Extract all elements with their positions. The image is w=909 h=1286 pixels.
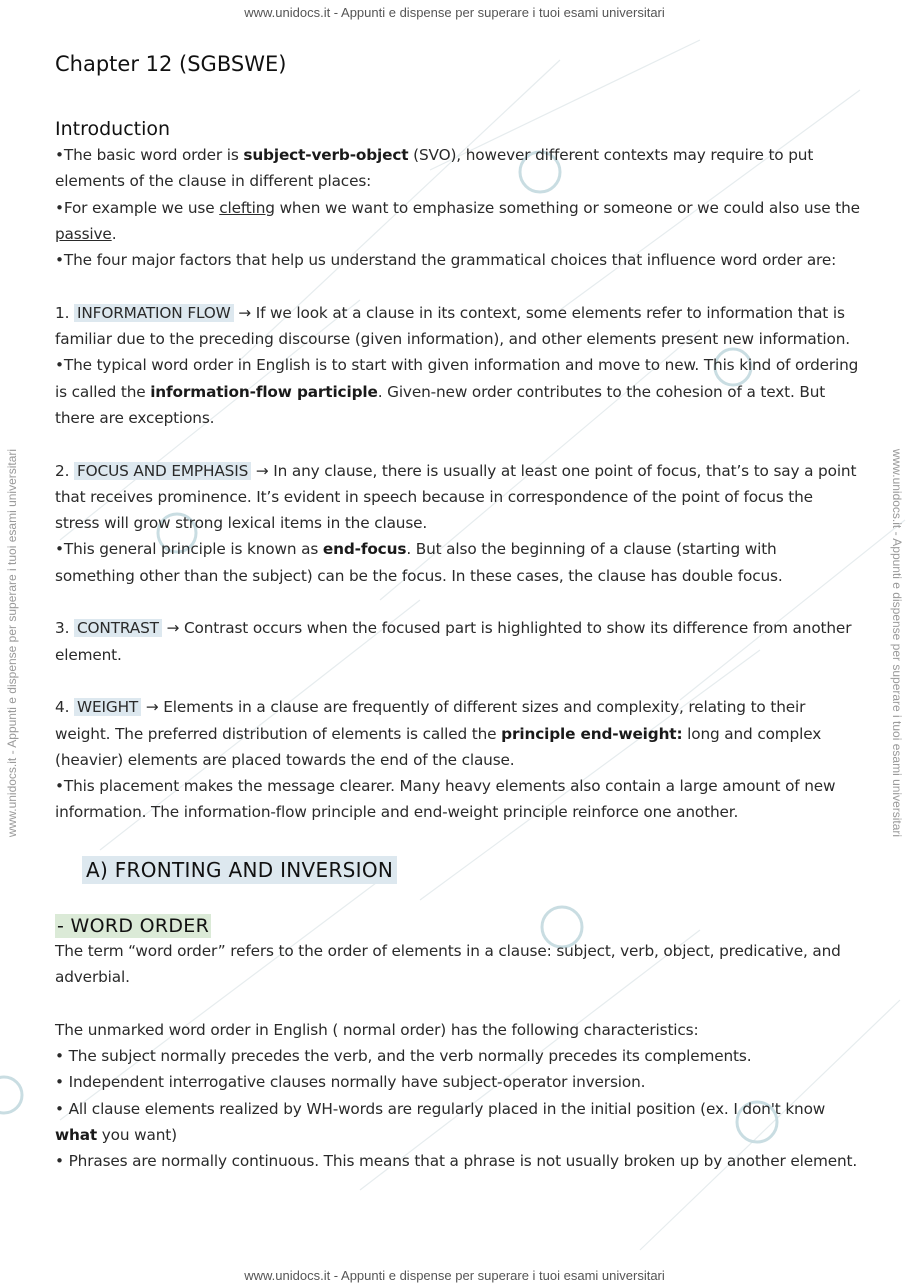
passive-term: passive [55, 224, 112, 243]
factor-information-flow: 1. INFORMATION FLOW → If we look at a clause in its context, some elements refer to information that is familiar due to the preceding discourse (given information), and other elements present new information. [55, 303, 850, 349]
factor-label: FOCUS AND EMPHASIS [74, 462, 251, 480]
document-body [55, 52, 860, 1174]
list-item: • Phrases are normally continuous. This means that a phrase is not usually broken up by another element. [55, 1152, 858, 1171]
list-item: • All clause elements realized by WH-words are regularly placed in the initial position (ex. I don't know what you want) [55, 1099, 826, 1144]
factor-focus-emphasis-bullet: •This general principle is known as end-focus. But also the beginning of a clause (starting with something other than the subject) can be the focus. In these cases, the clause has double focus. [55, 540, 783, 585]
factor-label: INFORMATION FLOW [74, 304, 234, 322]
factor-focus-emphasis: 2. FOCUS AND EMPHASIS → In any clause, there is usually at least one point of focus, that’s to say a point that receives prominence. It’s evident in speech because in correspondence of the point of focus the stress will grow strong lexical items in the clause. [55, 461, 857, 533]
factor-label: WEIGHT [74, 698, 141, 716]
watermark-banner-bottom: www.unidocs.it - Appunti e dispense per superare i tuoi esami universitari [244, 1268, 665, 1283]
factor-label: CONTRAST [74, 619, 162, 637]
intro-bullet-3: •The four major factors that help us understand the grammatical choices that influence word order are: [55, 251, 837, 270]
fronting-inversion-heading: A) FRONTING AND INVERSION [82, 856, 397, 884]
unmarked-order-intro: The unmarked word order in English ( normal order) has the following characteristics: [55, 1020, 699, 1039]
factor-information-flow-bullet: •The typical word order in English is to start with given information and move to new. This kind of ordering is called the information-flow participle. Given-new order contributes to the cohesion of a text. But there are exceptions. [55, 356, 859, 427]
introduction-heading: Introduction [55, 118, 171, 140]
list-item: • The subject normally precedes the verb, and the verb normally precedes its complements. [55, 1046, 752, 1065]
clefting-term: clefting [219, 198, 275, 217]
word-order-definition: The term “word order” refers to the order of elements in a clause: subject, verb, object, predicative, and adverbial. [55, 941, 841, 987]
chapter-title: Chapter 12 (SGBSWE) [55, 52, 287, 76]
factor-weight: 4. WEIGHT → Elements in a clause are frequently of different sizes and complexity, relating to their weight. The preferred distribution of elements is called the principle end-weight: long and complex (heavier) elements are placed towards the end of the clause. [55, 698, 822, 769]
intro-bullet-2: •For example we use clefting when we want to emphasize something or someone or we could also use the passive. [55, 198, 860, 243]
watermark-side-left: www.unidocs.it - Appunti e dispense per superare i tuoi esami universitari [5, 448, 19, 838]
word-order-heading: - WORD ORDER [57, 914, 210, 937]
intro-bullet-1: •The basic word order is subject-verb-object (SVO), however different contexts may require to put elements of the clause in different places: [55, 146, 814, 191]
factor-contrast: 3. CONTRAST → Contrast occurs when the focused part is highlighted to show its difference from another element. [55, 619, 852, 664]
factor-weight-bullet: •This placement makes the message clearer. Many heavy elements also contain a large amount of new information. The information-flow principle and end-weight principle reinforce one another. [55, 777, 836, 822]
watermark-banner-top: www.unidocs.it - Appunti e dispense per superare i tuoi esami universitari [244, 5, 665, 20]
list-item: • Independent interrogative clauses normally have subject-operator inversion. [55, 1073, 646, 1092]
watermark-side-right: www.unidocs.it - Appunti e dispense per superare i tuoi esami universitari [890, 448, 904, 838]
